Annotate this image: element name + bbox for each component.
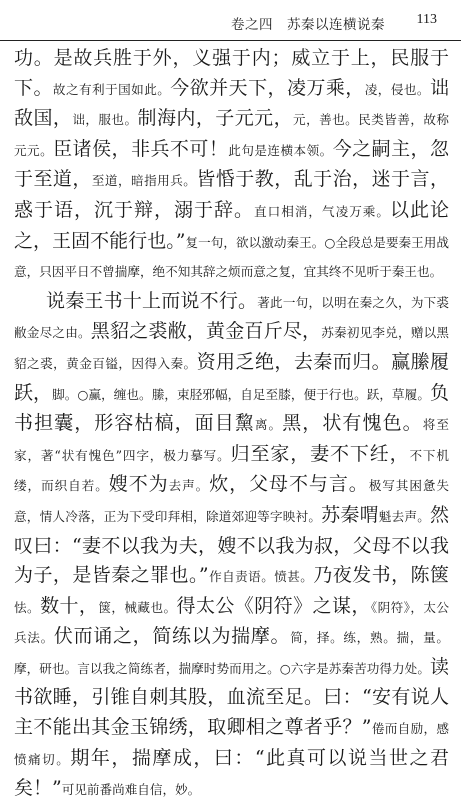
commentary-note: 倦而自励，感愤痛切。 — [14, 721, 450, 767]
running-header — [0, 0, 461, 41]
commentary-note: 怯。 — [14, 599, 41, 615]
main-text: 今之嗣主，忽于至道， — [14, 137, 449, 191]
main-text: 黑貂之裘敝，黄金百斤尽， — [90, 320, 322, 343]
main-text: 负书担囊，形容枯槁，面目黧 — [14, 381, 449, 435]
commentary-note: 可见前番尚难自信，妙。 — [61, 782, 201, 798]
paragraph-continued — [14, 44, 449, 287]
main-text: 伏而诵之，简练以为揣摩。 — [53, 625, 291, 648]
text-body — [14, 44, 449, 805]
commentary-note: 诎，服也。 — [72, 112, 138, 128]
commentary-note: 苏秦初见李兑，赠以黑貂之裘，黄金百镒，因得入秦。 — [14, 325, 449, 371]
main-text: 然叹曰：“妻不以我为夫，嫂不以我为叔，父母不以我为子，是皆秦之罪也。” — [14, 503, 450, 587]
main-text: 读书欲睡，引锥自刺其股，血流至足。曰：“安有说人主不能出其金玉锦绣，取卿相之尊者乎？” — [14, 655, 449, 739]
main-text: 乃夜发书，陈箧 — [313, 564, 449, 587]
commentary-note: 简，择。练，熟。揣，量。摩，研也。言以我之简练者，揣摩时势而用之。○六字是苏秦苦功得力处。 — [14, 630, 450, 676]
main-text: 诎敌国， — [14, 76, 449, 130]
paragraph — [14, 287, 449, 805]
main-text: 苏秦喟 — [321, 503, 379, 526]
main-text: 说秦王书十上而说不行。 — [46, 289, 258, 312]
commentary-note: 元，善也。民类皆善，故称元元。 — [14, 112, 449, 158]
commentary-note: 去声。 — [168, 478, 210, 494]
main-text: 得太公《阴符》之谋， — [176, 594, 371, 617]
main-text: 数十， — [40, 594, 99, 617]
running-title: 卷之四 苏秦以连横说秦 — [231, 17, 385, 33]
commentary-note: 将至家，著“状有愧色”四字，极力摹写。 — [14, 417, 449, 463]
main-text: 资用乏绝，去秦而归。赢縢履跃， — [14, 350, 449, 404]
commentary-note: 《阴符》，太公兵法。 — [14, 599, 449, 646]
main-text: 臣诸侯，非兵不可！ — [53, 137, 229, 160]
main-text: 制海内，子元元， — [137, 107, 294, 130]
main-text: 归至家，妻不下纴， — [230, 442, 410, 465]
main-text: 皆惛于教，乱于治，迷于言，惑于语，沉于辩，溺于辞。 — [14, 168, 449, 221]
commentary-note: 至道，暗指用兵。 — [91, 173, 197, 189]
commentary-note: 极写其困惫失意，情人冷落，正为下受印拜相，除道郊迎等字映衬。 — [14, 478, 449, 524]
commentary-note: 复一句，欲以激动秦王。○全段总是要秦王用战意，只因平日不曾揣摩，绝不知其辞之烦而意之复，宜其终不见听于秦王也。 — [14, 234, 449, 280]
commentary-note: 离。 — [254, 417, 283, 433]
commentary-note: 魁去声。 — [378, 508, 430, 524]
main-text: 嫂不为 — [108, 473, 169, 496]
main-text: 以此论之，王固不能行也。” — [14, 198, 449, 252]
commentary-note: 直口相消，气凌万乘。 — [254, 203, 390, 219]
main-text: 今欲并天下，凌万乘， — [170, 76, 365, 99]
main-text: 功。是故兵胜于外，义强于内；威立于上，民服于下。 — [14, 47, 449, 99]
commentary-note: 不下机缕，而织自若。 — [14, 447, 449, 494]
commentary-note: 作自责语。愤甚。 — [208, 569, 314, 585]
commentary-note: 凌，侵也。 — [364, 81, 430, 97]
commentary-note: 故之有利于国如此。 — [52, 81, 171, 97]
commentary-note: 脚。○赢，缠也。縢，束胫邪幅，自足至膝，便于行也。跃，草履。 — [52, 386, 430, 402]
main-text: 期年，揣摩成，曰：“此真可以说当世之君矣！” — [14, 746, 449, 800]
page-number: 113 — [416, 12, 437, 27]
main-text: 黑，状有愧色。 — [282, 412, 423, 435]
main-text: 炊，父母不与言。 — [209, 473, 369, 496]
commentary-note: 箧，械藏也。 — [98, 599, 177, 615]
commentary-note: 著此一句，以明在秦之久，为下裘敝金尽之由。 — [14, 294, 449, 341]
commentary-note: 此句是连横本领。 — [228, 142, 333, 158]
